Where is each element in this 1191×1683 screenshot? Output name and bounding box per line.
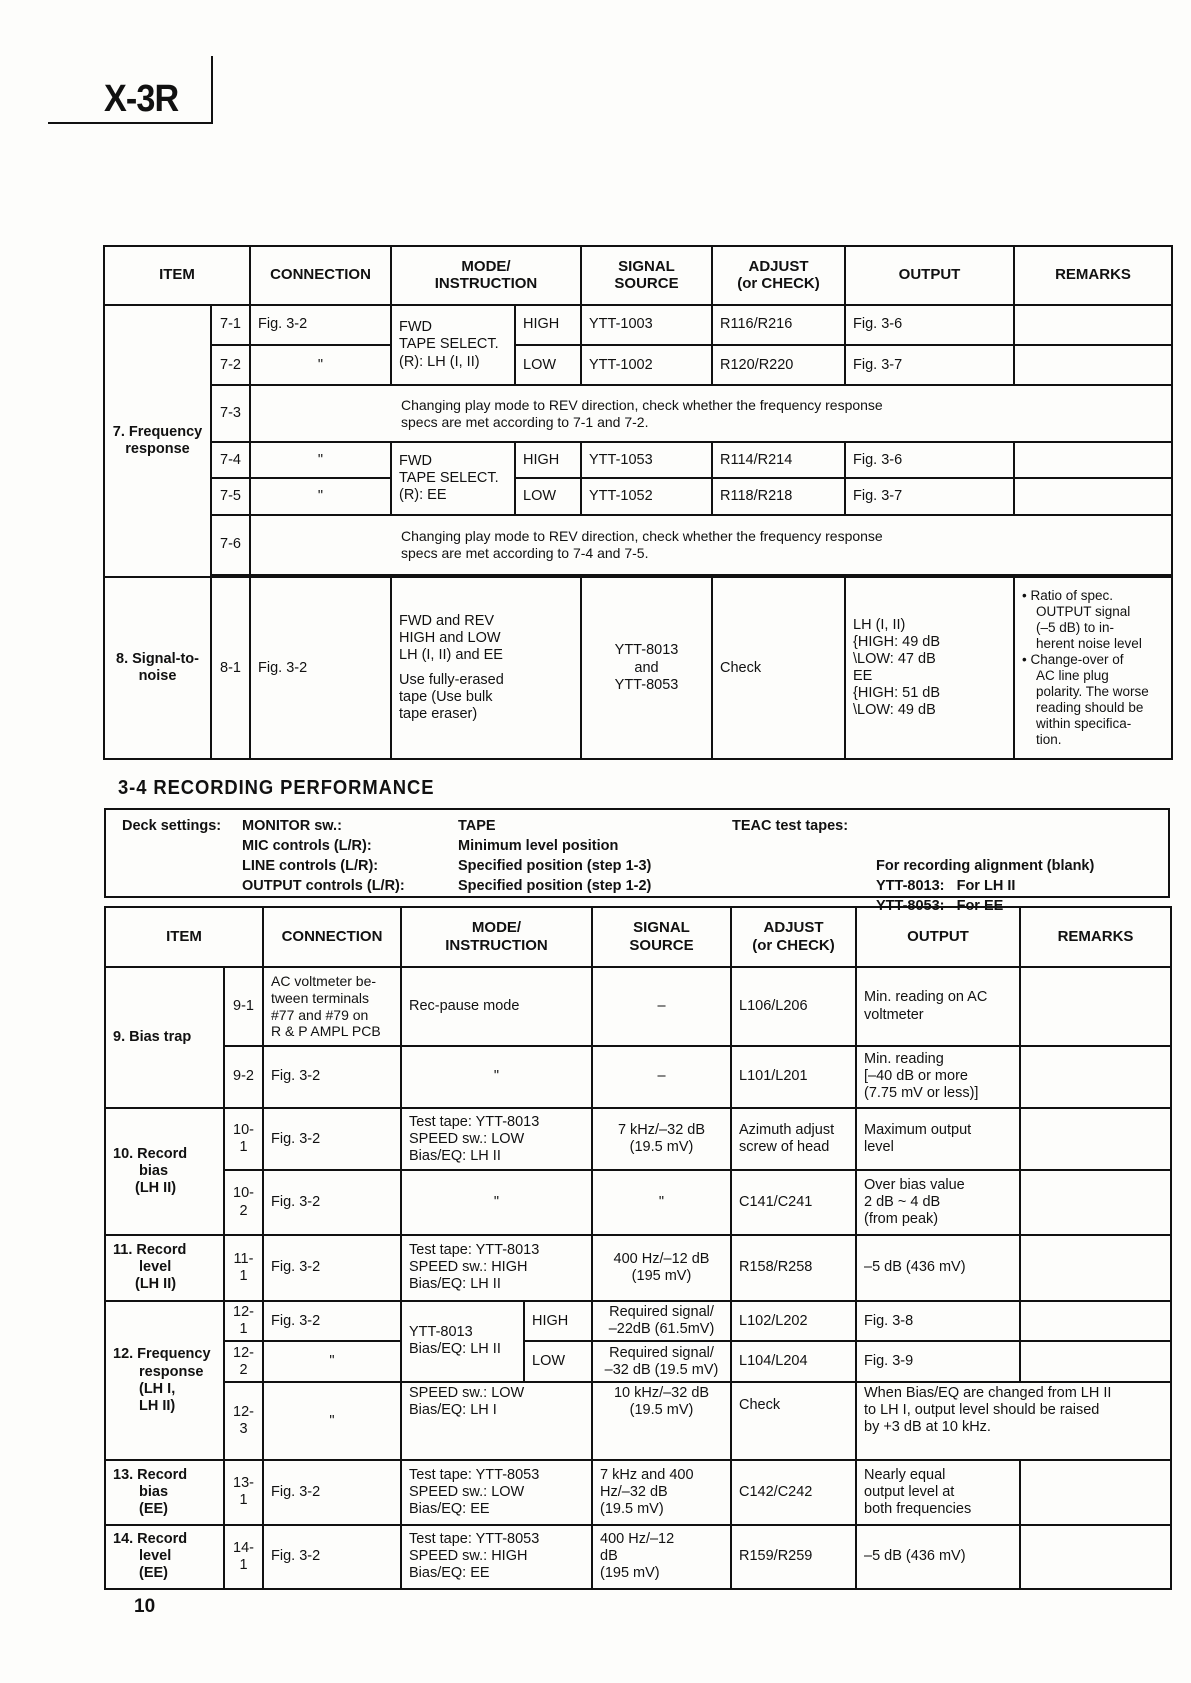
remarks-cell xyxy=(1014,345,1172,385)
recording-table xyxy=(104,906,1172,1590)
mode-cell: FWD TAPE SELECT. (R): LH (I, II) xyxy=(391,305,515,386)
connection-cell: Fig. 3-2 xyxy=(263,1046,401,1108)
output-cell: Fig. 3-9 xyxy=(856,1341,1020,1381)
step-no: 10-1 xyxy=(224,1108,263,1170)
table-row xyxy=(104,385,1172,442)
output-cell: Over bias value 2 dB ~ 4 dB (from peak) xyxy=(856,1170,1020,1234)
remarks-cell xyxy=(1020,1460,1171,1524)
remarks-cell xyxy=(1020,1170,1171,1234)
step-no: 13-1 xyxy=(224,1460,263,1524)
item-record-level-lh2: 11. Record level (LH II) xyxy=(105,1235,224,1301)
table-row xyxy=(105,1170,1171,1234)
adjust-cell: R158/R258 xyxy=(731,1235,856,1301)
connection-cell: " xyxy=(250,345,391,385)
table-header xyxy=(104,246,1172,305)
connection-cell: Fig. 3-2 xyxy=(250,305,391,345)
table-row xyxy=(105,1301,1171,1341)
adjust-cell: Check xyxy=(731,1382,856,1460)
remarks-cell xyxy=(1014,305,1172,345)
step-no: 9-1 xyxy=(224,967,263,1045)
connection-cell: AC voltmeter be- tween terminals #77 and #79 on R & P AMPL PCB xyxy=(263,967,401,1045)
adjust-cell: Check xyxy=(712,577,845,759)
adjust-cell: L102/L202 xyxy=(731,1301,856,1341)
mode-cell: Test tape: YTT-8013 SPEED sw.: LOW Bias/EQ: LH II xyxy=(401,1108,592,1170)
col-adjust: ADJUST (or CHECK) xyxy=(712,246,845,305)
output-cell: Min. reading on AC voltmeter xyxy=(856,967,1020,1045)
table-row xyxy=(105,1108,1171,1170)
signal-cell: YTT-1053 xyxy=(581,442,712,478)
table-row xyxy=(104,478,1172,514)
table-row xyxy=(104,305,1172,345)
adjust-cell: R118/R218 xyxy=(712,478,845,514)
connection-cell: Fig. 3-2 xyxy=(263,1525,401,1589)
signal-cell: 7 kHz and 400 Hz/–32 dB (19.5 mV) xyxy=(592,1460,731,1524)
signal-cell: 400 Hz/–12 dB (195 mV) xyxy=(592,1525,731,1589)
output-cell: Fig. 3-8 xyxy=(856,1301,1020,1341)
step-no: 7-5 xyxy=(211,478,250,514)
deck-label: Deck settings: xyxy=(122,818,222,834)
signal-cell: " xyxy=(592,1170,731,1234)
speed-cell: LOW xyxy=(515,478,581,514)
step-no: 7-6 xyxy=(211,515,250,576)
remarks-cell xyxy=(1020,1108,1171,1170)
table-row xyxy=(104,345,1172,385)
adjust-cell: C141/C241 xyxy=(731,1170,856,1234)
connection-cell: Fig. 3-2 xyxy=(250,577,391,759)
step-no: 7-1 xyxy=(211,305,250,345)
item-record-bias-lh2: 10. Record bias (LH II) xyxy=(105,1108,224,1235)
output-cell: LH (I, II) {HIGH: 49 dB \LOW: 47 dB EE {HIGH: 51 dB \LOW: 49 dB xyxy=(845,577,1014,759)
col-remarks: REMARKS xyxy=(1020,907,1171,967)
adjust-cell: R120/R220 xyxy=(712,345,845,385)
col-output: OUTPUT xyxy=(845,246,1014,305)
adjust-cell: R159/R259 xyxy=(731,1525,856,1589)
remarks-cell xyxy=(1020,1301,1171,1341)
deck-controls: MONITOR sw.: MIC controls (L/R): LINE controls (L/R): OUTPUT controls (L/R): xyxy=(242,818,405,894)
adjust-cell: L106/L206 xyxy=(731,967,856,1045)
table-row xyxy=(105,1382,1171,1460)
speed-cell: LOW xyxy=(515,345,581,385)
connection-cell: Fig. 3-2 xyxy=(263,1460,401,1524)
item-signal-to-noise: 8. Signal-to- noise xyxy=(104,577,211,759)
connection-cell: Fig. 3-2 xyxy=(263,1108,401,1170)
step-no: 10-2 xyxy=(224,1170,263,1234)
step-no: 7-2 xyxy=(211,345,250,385)
item-record-bias-ee: 13. Record bias (EE) xyxy=(105,1460,224,1524)
remarks-cell xyxy=(1014,442,1172,478)
table-row xyxy=(105,967,1171,1045)
table-row xyxy=(104,442,1172,478)
mode-cell: " xyxy=(401,1170,592,1234)
tapes-label: TEAC test tapes: xyxy=(732,818,849,834)
connection-cell: " xyxy=(263,1382,401,1460)
adjust-cell: L101/L201 xyxy=(731,1046,856,1108)
col-item: ITEM xyxy=(105,907,263,967)
signal-cell: YTT-8013 and YTT-8053 xyxy=(581,577,712,759)
mode-cell: FWD and REV HIGH and LOW LH (I, II) and EE Use fully-erased tape (Use bulk tape eraser) xyxy=(391,577,581,759)
col-mode: MODE/ INSTRUCTION xyxy=(401,907,592,967)
signal-cell: 10 kHz/–32 dB (19.5 mV) xyxy=(592,1382,731,1460)
adjust-cell: C142/C242 xyxy=(731,1460,856,1524)
connection-cell: " xyxy=(250,442,391,478)
output-cell: –5 dB (436 mV) xyxy=(856,1235,1020,1301)
adjust-cell: R116/R216 xyxy=(712,305,845,345)
table-row xyxy=(104,577,1172,759)
mode-cell: Test tape: YTT-8053 SPEED sw.: HIGH Bias/EQ: EE xyxy=(401,1525,592,1589)
remarks-cell: • Ratio of spec. OUTPUT signal (–5 dB) to in- herent noise level • Change-over of AC line plug polarity. The worse reading should be within specifica- tion. xyxy=(1014,577,1172,759)
speed-cell: HIGH xyxy=(515,442,581,478)
output-cell: Maximum output level xyxy=(856,1108,1020,1170)
step-no: 12-3 xyxy=(224,1382,263,1460)
step-no: 7-3 xyxy=(211,385,250,442)
output-cell: Min. reading [–40 dB or more (7.75 mV or less)] xyxy=(856,1046,1020,1108)
connection-cell: Fig. 3-2 xyxy=(263,1170,401,1234)
table-row xyxy=(105,1525,1171,1589)
signal-cell: Required signal/ –22dB (61.5mV) xyxy=(592,1301,731,1341)
speed-cell: HIGH xyxy=(524,1301,592,1341)
step-no: 12-1 xyxy=(224,1301,263,1341)
signal-cell: YTT-1003 xyxy=(581,305,712,345)
table-row xyxy=(105,1046,1171,1108)
step-no: 7-4 xyxy=(211,442,250,478)
item-record-level-ee: 14. Record level (EE) xyxy=(105,1525,224,1589)
signal-cell: – xyxy=(592,967,731,1045)
output-cell: When Bias/EQ are changed from LH II to LH I, output level should be raised by +3 dB at 10 kHz. xyxy=(856,1382,1171,1460)
table-row xyxy=(105,1235,1171,1301)
output-cell: Fig. 3-6 xyxy=(845,305,1014,345)
section-title: 3-4 RECORDING PERFORMANCE xyxy=(118,777,435,799)
connection-cell: Fig. 3-2 xyxy=(263,1235,401,1301)
page-number: 10 xyxy=(134,1596,156,1617)
table-row xyxy=(104,515,1172,576)
connection-cell: Fig. 3-2 xyxy=(263,1301,401,1341)
item-bias-trap: 9. Bias trap xyxy=(105,967,224,1108)
col-connection: CONNECTION xyxy=(250,246,391,305)
mode-cell: Rec-pause mode xyxy=(401,967,592,1045)
col-connection: CONNECTION xyxy=(263,907,401,967)
step-no: 12-2 xyxy=(224,1341,263,1381)
remarks-cell xyxy=(1020,1525,1171,1589)
col-signal: SIGNAL SOURCE xyxy=(592,907,731,967)
tapes-list: For recording alignment (blank) YTT-8013: For LH II YTT-8053: For EE xyxy=(876,858,1095,914)
model-title: X-3R xyxy=(104,78,179,120)
speed-cell: HIGH xyxy=(515,305,581,345)
output-cell: Fig. 3-7 xyxy=(845,478,1014,514)
step-no: 8-1 xyxy=(211,577,250,759)
adjust-cell: Azimuth adjust screw of head xyxy=(731,1108,856,1170)
playback-table xyxy=(103,245,1173,760)
speed-cell: LOW xyxy=(524,1341,592,1381)
output-cell: Nearly equal output level at both frequencies xyxy=(856,1460,1020,1524)
remarks-cell xyxy=(1020,967,1171,1045)
connection-cell: " xyxy=(263,1341,401,1381)
signal-cell: YTT-1052 xyxy=(581,478,712,514)
mode-cell: Test tape: YTT-8013 SPEED sw.: HIGH Bias/EQ: LH II xyxy=(401,1235,592,1301)
signal-cell: YTT-1002 xyxy=(581,345,712,385)
instruction-cell: Changing play mode to REV direction, check whether the frequency response specs are met according to 7-1 and 7-2. xyxy=(250,385,1172,442)
mode-cell: FWD TAPE SELECT. (R): EE xyxy=(391,442,515,515)
col-item: ITEM xyxy=(104,246,250,305)
signal-cell: – xyxy=(592,1046,731,1108)
deck-values: TAPE Minimum level position Specified position (step 1-3) Specified position (step 1-2) xyxy=(458,818,652,894)
step-no: 14-1 xyxy=(224,1525,263,1589)
step-no: 9-2 xyxy=(224,1046,263,1108)
item-frequency-response: 7. Frequency response xyxy=(104,305,211,578)
output-cell: Fig. 3-6 xyxy=(845,442,1014,478)
mode-cell: YTT-8013 Bias/EQ: LH II xyxy=(401,1301,524,1382)
output-cell: Fig. 3-7 xyxy=(845,345,1014,385)
mode-cell: SPEED sw.: LOW Bias/EQ: LH I xyxy=(401,1382,592,1460)
item-frequency-response-rec: 12. Frequency response (LH I, LH II) xyxy=(105,1301,224,1460)
mode-cell: " xyxy=(401,1046,592,1108)
col-signal: SIGNAL SOURCE xyxy=(581,246,712,305)
table-row xyxy=(105,1341,1171,1381)
col-remarks: REMARKS xyxy=(1014,246,1172,305)
output-cell: –5 dB (436 mV) xyxy=(856,1525,1020,1589)
table-header xyxy=(105,907,1171,967)
adjust-cell: R114/R214 xyxy=(712,442,845,478)
deck-settings xyxy=(104,808,1170,914)
col-adjust: ADJUST (or CHECK) xyxy=(731,907,856,967)
instruction-cell: Changing play mode to REV direction, check whether the frequency response specs are met according to 7-4 and 7-5. xyxy=(250,515,1172,576)
remarks-cell xyxy=(1020,1341,1171,1381)
connection-cell: " xyxy=(250,478,391,514)
remarks-cell xyxy=(1014,478,1172,514)
remarks-cell xyxy=(1020,1235,1171,1301)
col-mode: MODE/ INSTRUCTION xyxy=(391,246,581,305)
step-no: 11-1 xyxy=(224,1235,263,1301)
signal-cell: 400 Hz/–12 dB (195 mV) xyxy=(592,1235,731,1301)
table-row xyxy=(105,1460,1171,1524)
mode-cell: Test tape: YTT-8053 SPEED sw.: LOW Bias/EQ: EE xyxy=(401,1460,592,1524)
adjust-cell: L104/L204 xyxy=(731,1341,856,1381)
signal-cell: Required signal/ –32 dB (19.5 mV) xyxy=(592,1341,731,1381)
remarks-cell xyxy=(1020,1046,1171,1108)
col-output: OUTPUT xyxy=(856,907,1020,967)
signal-cell: 7 kHz/–32 dB (19.5 mV) xyxy=(592,1108,731,1170)
